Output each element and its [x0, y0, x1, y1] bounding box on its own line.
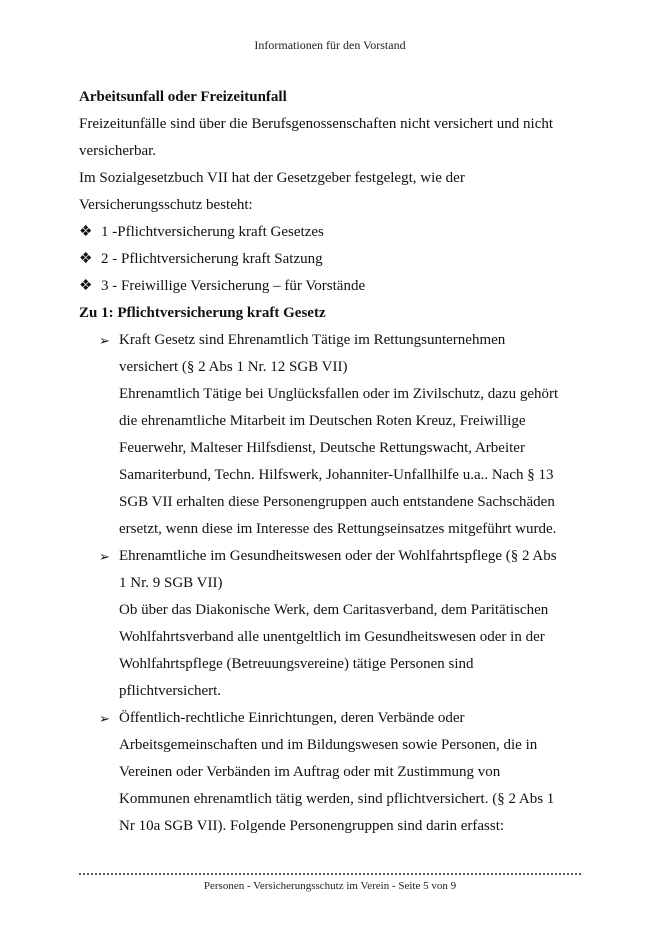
item-line: SGB VII erhalten diese Personengruppen auch entstandene Sachschäden	[119, 494, 555, 510]
arrow-bullet-icon: ➢	[99, 333, 110, 348]
diamond-bullet-icon: ❖	[79, 278, 93, 294]
item-line: versichert (§ 2 Abs 1 Nr. 12 SGB VII)	[119, 359, 348, 375]
item-line: Arbeitsgemeinschaften und im Bildungswesen sowie Personen, die in	[119, 737, 538, 753]
section-heading: Arbeitsunfall oder Freizeitunfall	[79, 89, 287, 105]
item-line: Ob über das Diakonische Werk, dem Caritasverband, dem Paritätischen	[119, 602, 549, 618]
arrow-list-item	[79, 705, 599, 840]
bullet-text: 2 - Pflichtversicherung kraft Satzung	[101, 251, 323, 267]
item-line: Kommunen ehrenamtlich tätig werden, sind pflichtversichert. (§ 2 Abs 1	[119, 791, 555, 807]
bullet-text: 3 - Freiwillige Versicherung – für Vorstände	[101, 278, 366, 294]
page-footer: Personen - Versicherungsschutz im Verein - Seite 5 von 9	[203, 880, 457, 892]
section-heading: Zu 1: Pflichtversicherung kraft Gesetz	[79, 305, 326, 321]
item-line: Feuerwehr, Malteser Hilfsdienst, Deutsche Rettungswacht, Arbeiter	[119, 440, 525, 456]
item-line: Nr 10a SGB VII). Folgende Personengruppen sind darin erfasst:	[119, 818, 505, 834]
bullet-item	[79, 246, 599, 273]
bullet-item	[79, 219, 599, 246]
diamond-bullet-icon: ❖	[79, 224, 93, 240]
document-body	[79, 84, 599, 840]
diamond-bullet-icon: ❖	[79, 251, 93, 267]
item-line: die ehrenamtliche Mitarbeit im Deutschen Roten Kreuz, Freiwillige	[119, 413, 526, 429]
item-line: Wohlfahrtspflege (Betreuungsvereine) tätige Personen sind	[119, 656, 474, 672]
paragraph-line: versicherbar.	[79, 143, 157, 159]
item-line: Wohlfahrtsverband alle unentgeltlich im Gesundheitswesen oder in der	[119, 629, 545, 645]
item-line: pflichtversichert.	[119, 683, 222, 699]
item-line: Ehrenamtliche im Gesundheitswesen oder der Wohlfahrtspflege (§ 2 Abs	[119, 548, 557, 564]
arrow-list-item	[79, 543, 599, 705]
item-line: Ehrenamtlich Tätige bei Unglücksfallen oder im Zivilschutz, dazu gehört	[119, 386, 559, 402]
bullet-item	[79, 273, 599, 300]
paragraph-line: Freizeitunfälle sind über die Berufsgenossenschaften nicht versichert und nicht	[79, 116, 554, 132]
item-line: 1 Nr. 9 SGB VII)	[119, 575, 223, 591]
arrow-bullet-icon: ➢	[99, 549, 110, 564]
footer-divider	[79, 873, 581, 876]
arrow-list-item	[79, 327, 599, 543]
page-header: Informationen für den Vorstand	[254, 38, 406, 52]
item-line: Vereinen oder Verbänden im Auftrag oder mit Zustimmung von	[119, 764, 501, 780]
paragraph-line: Im Sozialgesetzbuch VII hat der Gesetzgeber festgelegt, wie der	[79, 170, 465, 186]
arrow-bullet-icon: ➢	[99, 711, 110, 726]
item-line: Öffentlich-rechtliche Einrichtungen, deren Verbände oder	[119, 710, 465, 726]
paragraph-line: Versicherungsschutz besteht:	[79, 197, 253, 213]
bullet-text: 1 -Pflichtversicherung kraft Gesetzes	[101, 224, 324, 240]
item-line: Samariterbund, Techn. Hilfswerk, Johanniter-Unfallhilfe u.a.. Nach § 13	[119, 467, 554, 483]
item-line: ersetzt, wenn diese im Interesse des Rettungseinsatzes mitgeführt wurde.	[119, 521, 557, 537]
item-line: Kraft Gesetz sind Ehrenamtlich Tätige im Rettungsunternehmen	[119, 332, 506, 348]
